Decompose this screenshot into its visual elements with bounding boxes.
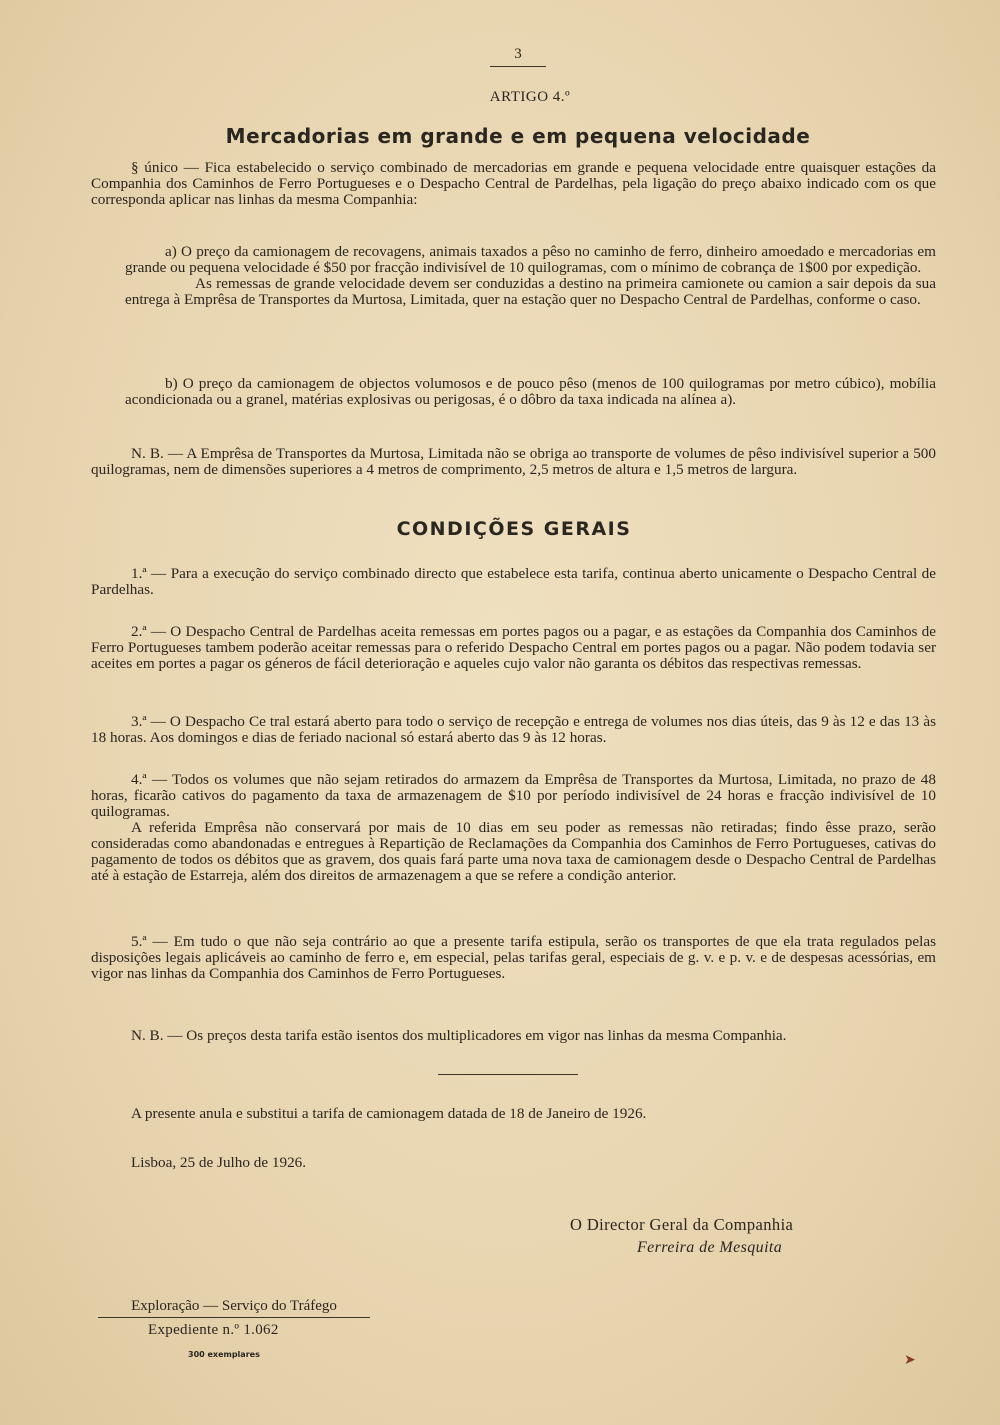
signer-title: O Director Geral da Companhia <box>570 1215 794 1234</box>
condition-4 <box>91 772 936 884</box>
article-title: ARTIGO 4.º <box>489 89 571 105</box>
nb2-text: N. B. — Os preços desta tarifa estão isentos dos multiplicadores em vigor nas linhas da mesma Companhia. <box>131 1027 787 1044</box>
conditions-title: CONDIÇÕES GERAIS <box>396 518 632 540</box>
paragraph-nb2 <box>91 1028 936 1044</box>
condition-2 <box>91 624 936 672</box>
paragraph-item-a <box>125 244 936 308</box>
annulment-text: A presente anula e substitui a tarifa de camionagem datada de 18 de Janeiro de 1926. <box>131 1105 647 1122</box>
paragraph-item-b <box>125 376 936 408</box>
condition-4-continuation: A referida Emprêsa não conservará por mais de 10 dias em seu poder as remessas não retiradas; findo êsse prazo, serão consideradas como abandonadas e entregues à Repartição de Reclamações da Companhia dos Caminhos de Ferro Portugueses, cativas do pagamento de todos os débitos que as gravem, dos quais fará parte uma nova taxa de camionagem desde o Despacho Central de Pardelhas até à estação de Estarreja, além dos direitos de armazenagem a que se refere a condição anterior. <box>91 819 936 884</box>
condition-3-text: 3.ª — O Despacho Ce tral estará aberto para todo o serviço de recepção e entrega de volumes nos dias úteis, das 9 às 12 e das 13 às 18 horas. Aos domingos e dias de feriado nacional só estará aberto das 9 às 12 horas. <box>91 713 936 746</box>
condition-3 <box>91 714 936 746</box>
condition-5-text: 5.ª — Em tudo o que não seja contrário ao que a presente tarifa estipula, serão os transportes de que ela trata regulados pelas disposições legais aplicáveis ao caminho de ferro e, em especial, pelas tarifas geral, especiais de g. v. e p. v. e de despesas acessórias, em vigor nas linhas da Companhia dos Caminhos de Ferro Portugueses. <box>91 933 936 982</box>
nb1-text: N. B. — A Emprêsa de Transportes da Murtosa, Limitada não se obriga ao transporte de volumes de pêso indivisível superior a 500 quilogramas, nem de dimensões superiores a 4 metros de comprimento, 2,5 metros de altura e 1,5 metros de largura. <box>91 445 936 478</box>
paragraph-unico-text: § único — Fica estabelecido o serviço combinado de mercadorias em grande e pequena velocidade entre quaisquer estações da Companhia dos Caminhos de Ferro Portugueses e o Despacho Central de Pardelhas, pela ligação do preço abaixo indicado com os que corresponda aplicar nas linhas da mesma Companhia: <box>91 159 936 208</box>
paragraph-unico <box>91 160 936 208</box>
condition-1 <box>91 566 936 598</box>
item-a-text: a) O preço da camionagem de recovagens, animais taxados a pêso no caminho de ferro, dinheiro amoedado e mercadorias em grande ou pequena velocidade é $50 por fracção indivisível de 10 quilogramas, com o mínimo de cobrança de 1$00 por expedição. <box>125 243 936 276</box>
condition-1-text: 1.ª — Para a execução do serviço combinado directo que estabelece esta tarifa, continua aberto unicamente o Despacho Central de Pardelhas. <box>91 565 936 598</box>
printer-mark-icon: ➤ <box>904 1353 916 1368</box>
condition-2-text: 2.ª — O Despacho Central de Pardelhas aceita remessas em portes pagos ou a pagar, e as estações da Companhia dos Caminhos de Ferro Portugueses tambem poderão aceitar remessas para o referido Despacho Central em portes pagos ou a pagar. Não podem todavia ser aceites em portes a pagar os géneros de fácil deterioração e aqueles cujo valor não garanta os débitos das respectivas remessas. <box>91 623 936 672</box>
footer-copies: 300 exemplares <box>188 1350 260 1359</box>
section-title: Mercadorias em grande e em pequena velocidade <box>225 124 811 148</box>
divider-rule <box>438 1074 578 1075</box>
item-b-text: b) O preço da camionagem de objectos volumosos e de pouco pêso (menos de 100 quilogramas por metro cúbico), mobília acondicionada ou a granel, matérias explosivas ou perigosas, é o dôbro da taxa indicada na alínea a). <box>125 375 936 408</box>
annulment-note <box>91 1106 936 1122</box>
place-date <box>91 1155 936 1171</box>
condition-4-text: 4.ª — Todos os volumes que não sejam retirados do armazem da Emprêsa de Transportes da Murtosa, Limitada, no prazo de 48 horas, ficarão cativos do pagamento da taxa de armazenagem de $10 por período indivisível de 24 horas e fracção indivisível de 10 quilogramas. <box>91 771 936 820</box>
condition-5 <box>91 934 936 982</box>
footer-service: Exploração — Serviço do Tráfego <box>98 1298 370 1318</box>
signer-name: Ferreira de Mesquita <box>637 1239 783 1256</box>
page-number: 3 <box>490 46 546 67</box>
item-a-continuation: As remessas de grande velocidade devem ser conduzidas a destino na primeira camionete ou camion a sair depois da sua entrega à Emprêsa de Transportes da Murtosa, Limitada, quer na estação quer no Despacho Central de Pardelhas, conforme o caso. <box>125 275 936 308</box>
paragraph-nb1 <box>91 446 936 478</box>
place-date-text: Lisboa, 25 de Julho de 1926. <box>131 1154 307 1171</box>
footer-expediente: Expediente n.º 1.062 <box>148 1322 279 1338</box>
